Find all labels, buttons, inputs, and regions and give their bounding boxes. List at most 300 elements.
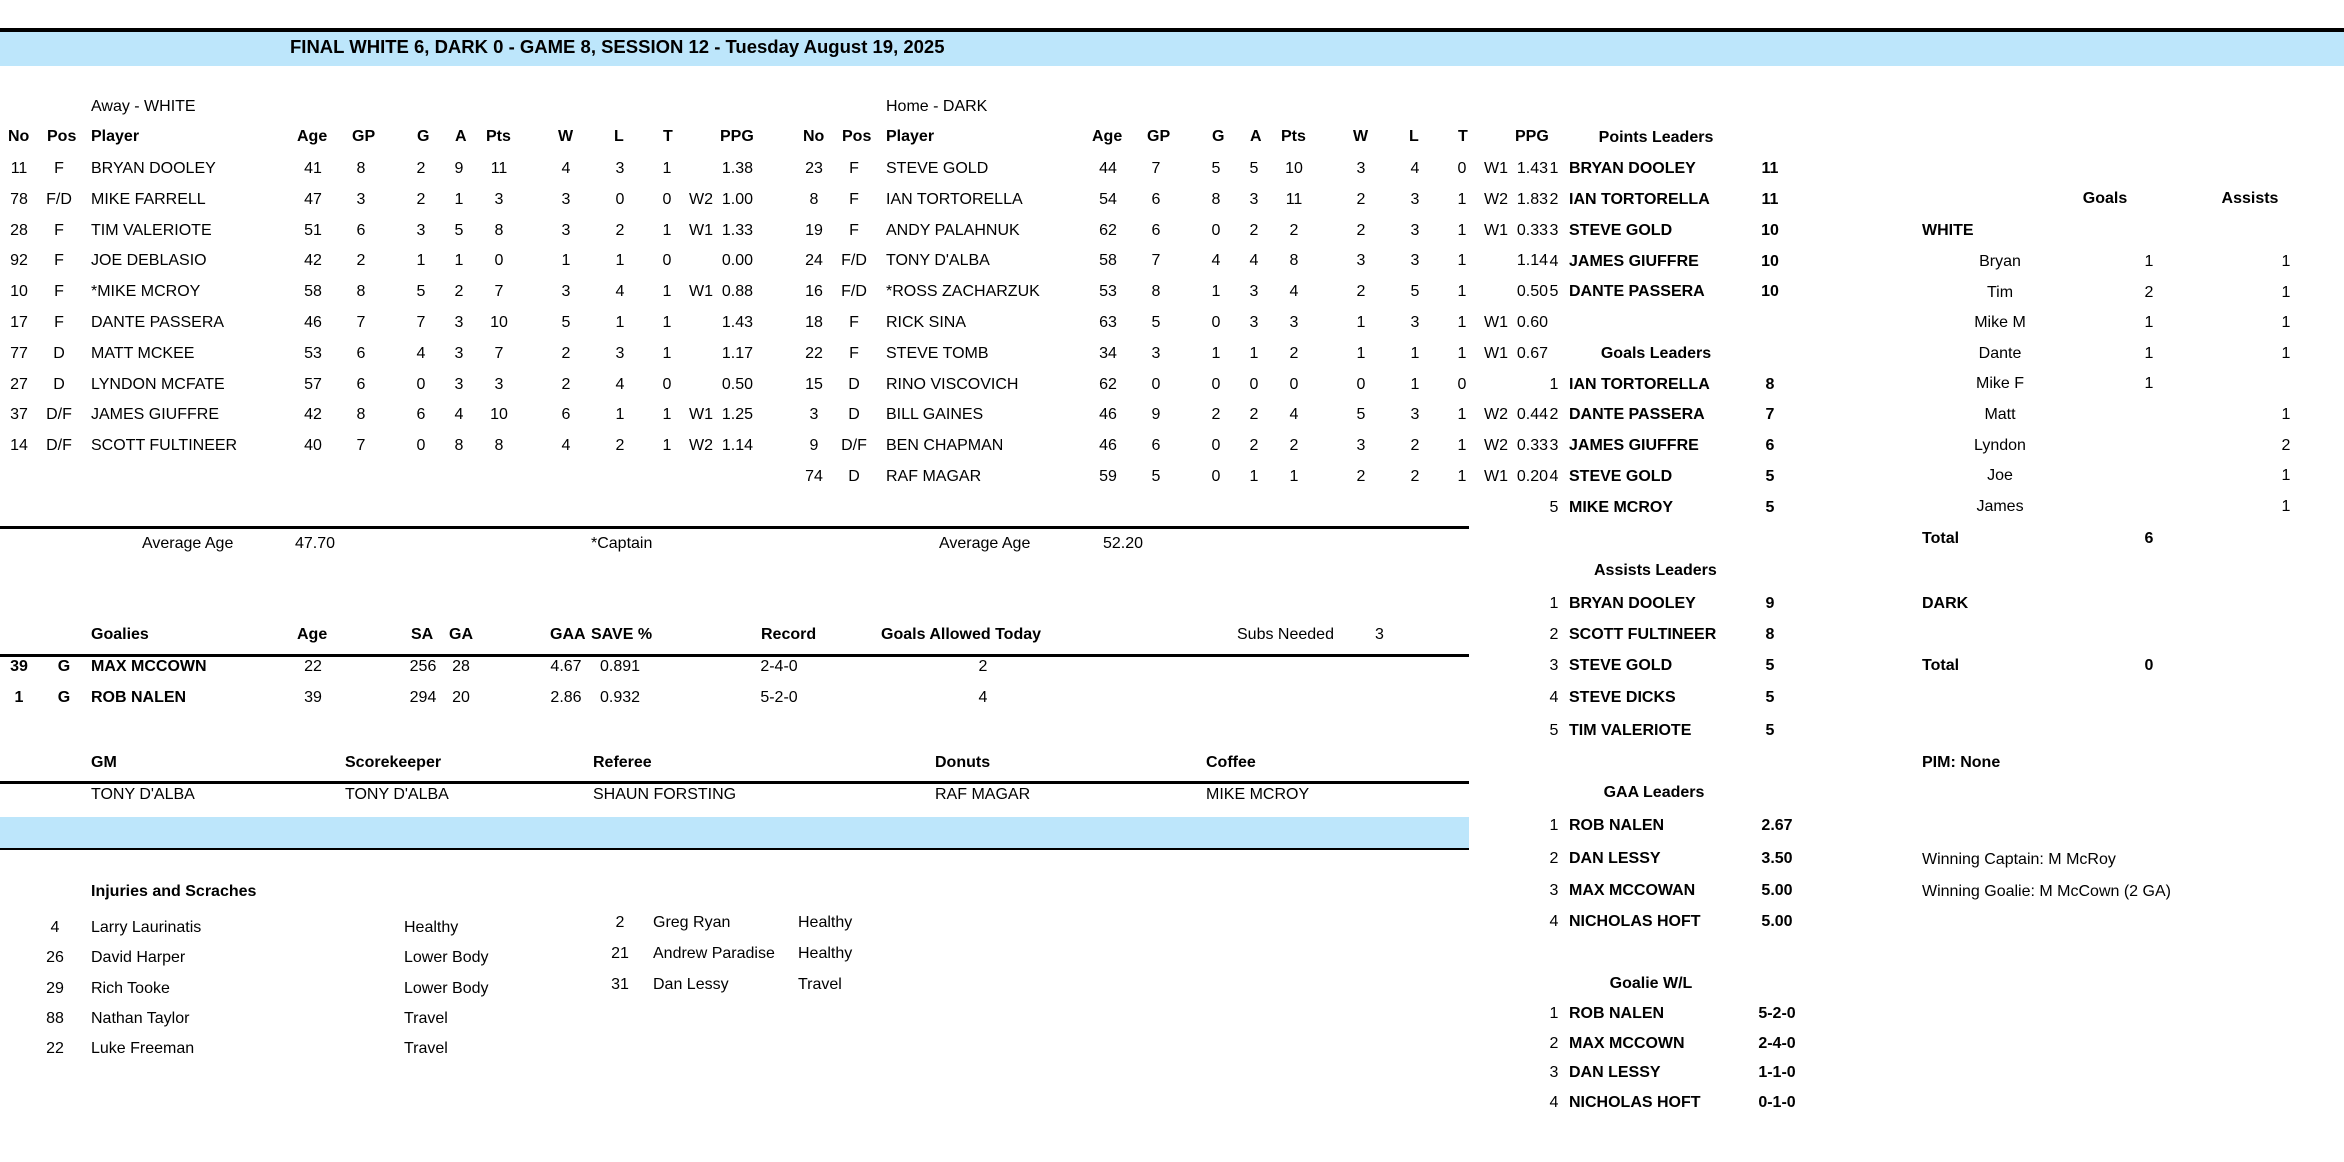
player-assists: 4 — [1249, 252, 1259, 270]
player-points: 8 — [494, 221, 504, 239]
assists-leaders-title: Assists Leaders — [1594, 562, 1717, 579]
goalie-position: G — [57, 689, 71, 706]
injury-status: Travel — [404, 1009, 448, 1027]
leader-rank: 2 — [1549, 850, 1559, 867]
player-ppg: 1.83 — [1516, 190, 1548, 208]
player-losses: 3 — [1410, 252, 1420, 270]
goalies-header: Goalies — [91, 626, 149, 643]
player-age: 42 — [304, 252, 322, 270]
leader-name: STEVE GOLD — [1569, 468, 1673, 485]
leader-value: 11 — [1761, 160, 1779, 177]
leader-rank: 3 — [1549, 882, 1559, 899]
leader-value: 11 — [1761, 191, 1779, 208]
player-position: D — [53, 375, 65, 393]
leader-rank: 3 — [1549, 657, 1559, 674]
leader-value: 10 — [1761, 222, 1779, 239]
goalies-sa-header: SA — [411, 626, 434, 643]
column-header-age: Age — [297, 128, 328, 145]
player-name: RINO VISCOVICH — [886, 375, 1019, 393]
player-losses: 1 — [615, 252, 625, 270]
staff-value: RAF MAGAR — [935, 786, 1031, 803]
player-position: D — [848, 406, 860, 424]
leader-value: 5.00 — [1761, 913, 1793, 930]
player-losses: 3 — [615, 160, 625, 177]
player-assists: 2 — [1249, 406, 1259, 424]
player-ppg: 1.33 — [721, 221, 753, 239]
gaa-leaders-title: GAA Leaders — [1603, 784, 1705, 801]
player-name: STEVE GOLD — [886, 160, 989, 177]
player-assists: 3 — [454, 375, 464, 393]
goalies-age-header: Age — [297, 626, 328, 643]
player-gp: 6 — [1151, 221, 1161, 239]
staff-header: GM — [91, 754, 117, 771]
goalies-allowed-header: Goals Allowed Today — [881, 626, 1042, 643]
player-assists: 2 — [454, 283, 464, 301]
column-header-l: L — [614, 128, 624, 145]
leader-value: 8 — [1765, 626, 1775, 643]
injury-name: Larry Laurinatis — [91, 919, 202, 936]
scorer-assists: 2 — [2281, 436, 2291, 454]
player-position: F — [849, 344, 859, 362]
player-losses: 2 — [1410, 468, 1420, 485]
player-goals: 4 — [416, 344, 426, 362]
team-label: Away - WHITE — [91, 98, 196, 115]
player-wins: 2 — [1356, 221, 1366, 239]
player-ppg: 0.88 — [721, 283, 753, 301]
player-points: 10 — [490, 314, 508, 331]
injury-status: Lower Body — [404, 949, 489, 967]
player-wins: 3 — [561, 221, 571, 239]
goalie-number: 39 — [10, 658, 28, 675]
goalie-save-pct: 0.932 — [599, 689, 641, 706]
injury-name: Rich Tooke — [91, 979, 170, 997]
leader-name: MIKE MCROY — [1569, 499, 1673, 516]
player-gp: 6 — [1151, 437, 1161, 455]
player-name: MATT MCKEE — [91, 344, 195, 362]
player-streak: W2 — [1484, 190, 1508, 208]
leader-name: MAX MCCOWAN — [1569, 882, 1696, 899]
player-ties: 0 — [662, 252, 672, 270]
scorer-goals: 1 — [2144, 314, 2154, 332]
player-name: IAN TORTORELLA — [886, 190, 1023, 208]
player-position: F — [849, 221, 859, 239]
player-streak: W1 — [1484, 344, 1508, 362]
white-total: 6 — [2144, 530, 2154, 547]
player-points: 1 — [1289, 468, 1299, 485]
subs-needed-label: Subs Needed — [1237, 626, 1334, 643]
player-points: 0 — [494, 252, 504, 270]
player-wins: 4 — [561, 160, 571, 177]
player-losses: 3 — [1410, 406, 1420, 424]
player-age: 58 — [1099, 252, 1117, 270]
player-goals: 4 — [1211, 252, 1221, 270]
player-number: 28 — [10, 221, 28, 239]
player-points: 11 — [1285, 190, 1303, 208]
player-number: 14 — [10, 437, 28, 455]
player-goals: 0 — [416, 375, 426, 393]
player-gp: 8 — [356, 406, 366, 424]
player-points: 8 — [1289, 252, 1299, 270]
leader-name: STEVE GOLD — [1569, 222, 1673, 239]
column-header-ppg: PPG — [1515, 128, 1549, 145]
away-average-age: 47.70 — [295, 535, 336, 552]
goalie-number: 1 — [14, 689, 24, 706]
player-number: 18 — [805, 314, 823, 331]
leader-rank: 4 — [1549, 1094, 1559, 1111]
player-losses: 2 — [1410, 437, 1420, 455]
winning-goalie-note: Winning Goalie: M McCown (2 GA) — [1922, 883, 2171, 900]
player-losses: 1 — [1410, 344, 1420, 362]
player-assists: 5 — [1249, 160, 1259, 177]
player-position: F — [54, 160, 64, 177]
column-header-pts: Pts — [486, 128, 511, 145]
player-goals: 0 — [416, 437, 426, 455]
player-points: 0 — [1289, 375, 1299, 393]
leader-name: NICHOLAS HOFT — [1569, 1094, 1701, 1111]
player-streak: W2 — [1484, 406, 1508, 424]
leader-rank: 3 — [1549, 222, 1559, 239]
injury-number: 22 — [46, 1040, 64, 1058]
leader-name: BRYAN DOOLEY — [1569, 160, 1696, 177]
player-points: 2 — [1289, 437, 1299, 455]
home-average-age: 52.20 — [1103, 535, 1144, 552]
player-number: 16 — [805, 283, 823, 301]
goalies-record-header: Record — [761, 626, 817, 643]
goalie-age: 22 — [304, 658, 322, 675]
scorer-goals: 1 — [2144, 344, 2154, 362]
player-name: JOE DEBLASIO — [91, 252, 207, 270]
player-age: 53 — [304, 344, 322, 362]
player-losses: 1 — [1410, 375, 1420, 393]
player-goals: 1 — [1211, 283, 1221, 301]
leader-name: DAN LESSY — [1569, 1064, 1661, 1081]
scorer-name: Mike M — [1974, 314, 2026, 332]
player-ppg: 1.43 — [1516, 160, 1548, 177]
player-losses: 3 — [615, 344, 625, 362]
player-losses: 4 — [615, 283, 625, 301]
player-gp: 5 — [1151, 314, 1161, 331]
goals-column-header: Goals — [2082, 190, 2128, 207]
leader-rank: 2 — [1549, 406, 1559, 423]
player-wins: 3 — [1356, 160, 1366, 177]
player-age: 40 — [304, 437, 322, 455]
injury-number: 29 — [46, 979, 64, 997]
player-name: TIM VALERIOTE — [91, 221, 212, 239]
player-name: LYNDON MCFATE — [91, 375, 225, 393]
subs-needed-value: 3 — [1375, 626, 1384, 643]
injury-status: Healthy — [798, 914, 853, 931]
white-team-label: WHITE — [1922, 222, 1974, 239]
injury-status: Healthy — [798, 945, 853, 962]
player-ppg: 1.14 — [1516, 252, 1548, 270]
column-header-gp: GP — [1147, 128, 1171, 145]
staff-header: Donuts — [935, 754, 991, 771]
goalie-goals-allowed: 2 — [978, 658, 988, 675]
player-assists: 8 — [454, 437, 464, 455]
player-assists: 1 — [454, 252, 464, 270]
player-ties: 1 — [662, 437, 672, 455]
leader-value: 3.50 — [1761, 850, 1793, 867]
player-wins: 2 — [561, 375, 571, 393]
player-points: 2 — [1289, 344, 1299, 362]
player-goals: 0 — [1211, 375, 1221, 393]
player-streak: W1 — [689, 283, 713, 301]
player-age: 62 — [1099, 221, 1117, 239]
goalies-gaa-header: GAA — [550, 626, 586, 643]
player-gp: 7 — [1151, 160, 1161, 177]
player-position: D — [53, 344, 65, 362]
goalie-name: MAX MCCOWN — [91, 658, 207, 675]
leader-value: 2.67 — [1761, 817, 1793, 834]
leader-value: 2-4-0 — [1758, 1035, 1796, 1052]
player-age: 54 — [1099, 190, 1117, 208]
player-name: *MIKE MCROY — [91, 283, 201, 301]
player-assists: 1 — [1249, 468, 1259, 485]
player-points: 10 — [490, 406, 508, 424]
dark-total-label: Total — [1922, 657, 1960, 674]
leader-rank: 4 — [1549, 913, 1559, 930]
player-age: 59 — [1099, 468, 1117, 485]
staff-header: Scorekeeper — [345, 754, 442, 771]
column-header-gp: GP — [352, 128, 376, 145]
column-header-t: T — [1458, 128, 1468, 145]
column-header-a: A — [1250, 128, 1262, 145]
player-name: JAMES GIUFFRE — [91, 406, 220, 424]
player-ties: 1 — [1457, 252, 1467, 270]
white-total-label: Total — [1922, 530, 1960, 547]
player-goals: 2 — [416, 190, 426, 208]
scorer-name: Dante — [1978, 344, 2022, 362]
player-gp: 9 — [1151, 406, 1161, 424]
goalie_wl-leaders-title: Goalie W/L — [1609, 975, 1693, 992]
goalie-record: 5-2-0 — [760, 689, 798, 706]
leader-value: 7 — [1765, 406, 1775, 423]
goals-leaders-title: Goals Leaders — [1600, 345, 1712, 362]
player-wins: 3 — [1356, 252, 1366, 270]
player-streak: W2 — [689, 437, 713, 455]
player-goals: 7 — [416, 314, 426, 331]
scorer-assists: 1 — [2281, 467, 2291, 485]
player-age: 47 — [304, 190, 322, 208]
leader-value: 5 — [1765, 689, 1775, 706]
leader-value: 5 — [1765, 468, 1775, 485]
player-points: 2 — [1289, 221, 1299, 239]
player-position: F — [849, 190, 859, 208]
player-age: 51 — [304, 221, 322, 239]
player-losses: 3 — [1410, 314, 1420, 331]
goalie-goals-allowed: 4 — [978, 689, 988, 706]
player-wins: 2 — [561, 344, 571, 362]
scorer-assists: 1 — [2281, 253, 2291, 270]
injury-status: Healthy — [404, 919, 459, 936]
player-losses: 3 — [1410, 221, 1420, 239]
player-assists: 3 — [454, 344, 464, 362]
player-age: 46 — [1099, 437, 1117, 455]
leader-rank: 3 — [1549, 437, 1559, 454]
staff-header: Coffee — [1206, 754, 1256, 771]
player-name: BILL GAINES — [886, 406, 984, 424]
player-ties: 1 — [1457, 283, 1467, 301]
player-goals: 8 — [1211, 190, 1221, 208]
leader-name: STEVE GOLD — [1569, 657, 1673, 674]
leader-rank: 1 — [1549, 376, 1559, 393]
leader-name: DANTE PASSERA — [1569, 406, 1705, 423]
player-assists: 1 — [1249, 344, 1259, 362]
pim-note: PIM: None — [1922, 754, 2001, 771]
player-position: F — [849, 160, 859, 177]
column-header-t: T — [663, 128, 673, 145]
player-number: 11 — [10, 160, 28, 177]
team-label: Home - DARK — [886, 98, 988, 115]
player-losses: 1 — [615, 314, 625, 331]
assists-column-header: Assists — [2221, 190, 2279, 207]
player-ties: 1 — [1457, 314, 1467, 331]
player-age: 44 — [1099, 160, 1117, 177]
leader-value: 8 — [1765, 376, 1775, 393]
player-ppg: 0.20 — [1516, 468, 1548, 485]
player-number: 19 — [805, 221, 823, 239]
player-losses: 3 — [1410, 190, 1420, 208]
leader-name: DANTE PASSERA — [1569, 283, 1705, 300]
player-ties: 0 — [1457, 160, 1467, 177]
player-name: ANDY PALAHNUK — [886, 221, 1020, 239]
player-ties: 1 — [662, 221, 672, 239]
player-losses: 5 — [1410, 283, 1420, 301]
player-ties: 0 — [662, 190, 672, 208]
player-number: 74 — [805, 468, 823, 485]
scorer-name: Mike F — [1976, 375, 2024, 393]
leader-value: 6 — [1765, 437, 1775, 454]
player-assists: 3 — [454, 314, 464, 331]
injury-name: David Harper — [91, 949, 186, 967]
staff-band — [0, 817, 1469, 848]
leader-value: 5 — [1765, 499, 1775, 516]
player-ppg: 1.00 — [721, 190, 753, 208]
player-number: 3 — [809, 406, 819, 424]
player-ties: 1 — [1457, 406, 1467, 424]
leader-value: 10 — [1761, 283, 1779, 300]
column-header-pos: Pos — [842, 128, 872, 145]
player-position: F/D — [841, 252, 867, 270]
player-number: 92 — [10, 252, 28, 270]
leader-name: STEVE DICKS — [1569, 689, 1676, 706]
injury-name: Greg Ryan — [653, 914, 731, 931]
player-age: 34 — [1099, 344, 1117, 362]
player-name: *ROSS ZACHARZUK — [886, 283, 1040, 301]
player-losses: 1 — [615, 406, 625, 424]
leader-name: TIM VALERIOTE — [1569, 722, 1692, 739]
player-name: RICK SINA — [886, 314, 967, 331]
player-ties: 1 — [1457, 190, 1467, 208]
leader-value: 5-2-0 — [1758, 1005, 1796, 1022]
leader-name: DAN LESSY — [1569, 850, 1661, 867]
player-position: F/D — [841, 283, 867, 301]
goalie-age: 39 — [304, 689, 322, 706]
scorer-assists: 1 — [2281, 344, 2291, 362]
player-wins: 5 — [1356, 406, 1366, 424]
player-ppg: 0.00 — [721, 252, 753, 270]
player-losses: 2 — [615, 221, 625, 239]
scorer-name: Joe — [1987, 467, 2013, 485]
player-gp: 6 — [1151, 190, 1161, 208]
player-streak: W2 — [689, 190, 713, 208]
player-goals: 3 — [416, 221, 426, 239]
leader-value: 5 — [1765, 722, 1775, 739]
leader-rank: 3 — [1549, 1064, 1559, 1081]
player-wins: 3 — [561, 283, 571, 301]
player-points: 4 — [1289, 283, 1299, 301]
player-goals: 5 — [416, 283, 426, 301]
player-wins: 6 — [561, 406, 571, 424]
goalie-gaa: 4.67 — [550, 658, 582, 675]
player-streak: W1 — [1484, 160, 1508, 177]
player-position: F — [54, 314, 64, 331]
player-position: D — [848, 468, 860, 485]
goalie-sa: 256 — [409, 658, 437, 675]
player-ppg: 0.33 — [1516, 221, 1548, 239]
player-assists: 9 — [454, 160, 464, 177]
leader-rank: 1 — [1549, 817, 1559, 834]
player-points: 8 — [494, 437, 504, 455]
player-position: F — [54, 283, 64, 301]
leader-name: BRYAN DOOLEY — [1569, 595, 1696, 612]
leader-rank: 5 — [1549, 722, 1559, 739]
scorer-goals: 1 — [2144, 375, 2154, 393]
leader-name: NICHOLAS HOFT — [1569, 913, 1701, 930]
player-position: D/F — [841, 437, 867, 455]
player-ties: 0 — [662, 375, 672, 393]
scorer-name: James — [1976, 497, 2024, 515]
player-streak: W1 — [689, 221, 713, 239]
goalie-save-pct: 0.891 — [599, 658, 641, 675]
player-losses: 4 — [1410, 160, 1420, 177]
player-losses: 4 — [615, 375, 625, 393]
player-assists: 3 — [1249, 190, 1259, 208]
staff-header: Referee — [593, 754, 652, 771]
staff-value: TONY D'ALBA — [345, 786, 449, 803]
away-average-age-label: Average Age — [142, 535, 234, 552]
player-wins: 0 — [1356, 375, 1366, 393]
player-wins: 2 — [1356, 283, 1366, 301]
player-ppg: 0.50 — [721, 375, 753, 393]
dark-team-label: DARK — [1922, 595, 1969, 612]
player-ties: 1 — [662, 160, 672, 177]
player-streak: W1 — [689, 406, 713, 424]
player-assists: 3 — [1249, 314, 1259, 331]
player-number: 10 — [10, 283, 28, 301]
player-age: 41 — [304, 160, 322, 177]
player-gp: 8 — [356, 283, 366, 301]
leader-rank: 2 — [1549, 191, 1559, 208]
leader-value: 5.00 — [1761, 882, 1793, 899]
player-name: SCOTT FULTINEER — [91, 437, 238, 455]
staff-rule — [0, 781, 1469, 784]
player-position: D/F — [46, 406, 72, 424]
player-goals: 2 — [1211, 406, 1221, 424]
player-wins: 2 — [1356, 468, 1366, 485]
injury-number: 26 — [46, 949, 64, 967]
player-number: 15 — [805, 375, 823, 393]
player-assists: 1 — [454, 190, 464, 208]
player-streak: W1 — [1484, 314, 1508, 331]
leader-rank: 2 — [1549, 1035, 1559, 1052]
leader-name: IAN TORTORELLA — [1569, 191, 1710, 208]
leader-name: IAN TORTORELLA — [1569, 376, 1710, 393]
player-age: 46 — [1099, 406, 1117, 424]
player-position: D — [848, 375, 860, 393]
injury-number: 21 — [611, 945, 629, 962]
goalie-ga: 28 — [452, 658, 470, 675]
